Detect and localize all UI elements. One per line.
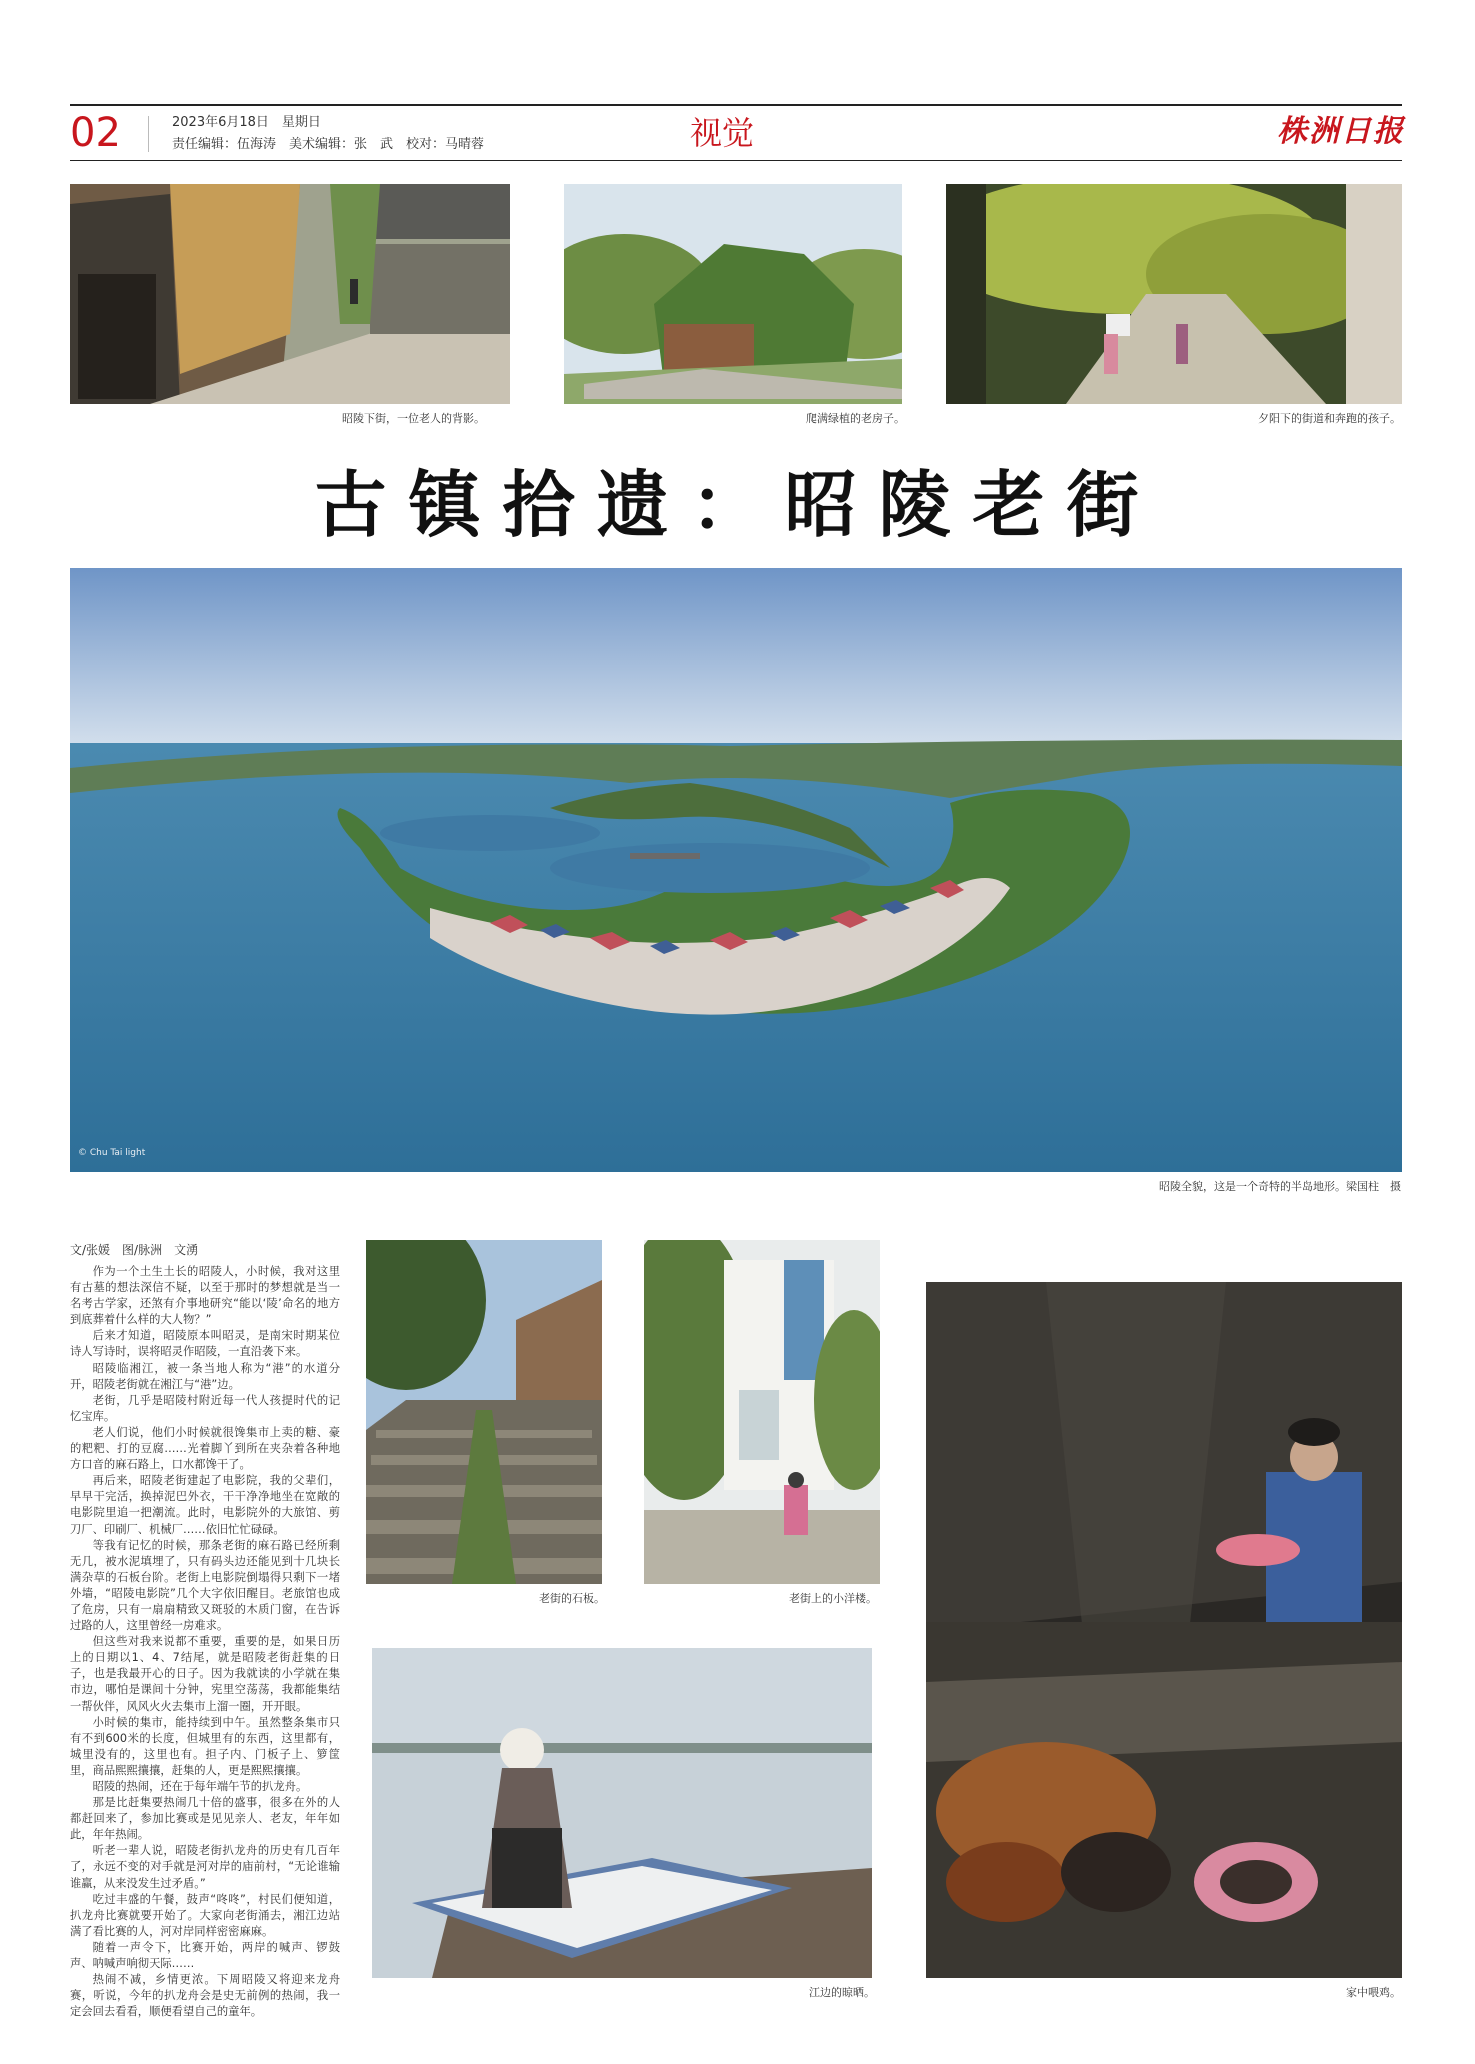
header-top-rule [70, 104, 1402, 106]
caption-riverside: 江边的晾晒。 [809, 1986, 875, 1999]
caption-aerial: 昭陵全貌，这是一个奇特的半岛地形。梁国柱 摄 [1159, 1180, 1401, 1193]
article-paragraph: 小时候的集市，能持续到中午。虽然整条集市只有不到600米的长度，但城里有的东西，这里都有，城里没有的，这里也有。担子内、门板子上、箩筐里，商品熙熙攘攘，赶集的人，更是熙熙攘攘。 [70, 1715, 340, 1777]
photo-old-man-street [70, 184, 510, 404]
page-headline: 古镇拾遗：昭陵老街 [314, 462, 1161, 547]
photo-riverside-drying [372, 1648, 872, 1978]
article-paragraph: 老人们说，他们小时候就很馋集市上卖的糖、豪的粑粑、打的豆腐……光着脚丫到所在夹杂着各种地方口音的麻石路上，口水都馋干了。 [70, 1425, 340, 1472]
article-paragraph: 那是比赶集要热闹几十倍的盛事，很多在外的人都赶回来了，参加比赛或是见见亲人、老友，年年如此，年年热闹。 [70, 1796, 340, 1842]
header-divider [148, 116, 149, 152]
article-paragraph: 吃过丰盛的午餐，鼓声“咚咚”，村民们便知道，扒龙舟比赛就要开始了。大家向老街涌去，湘江边站满了看比赛的人，河对岸同样密密麻麻。 [70, 1892, 340, 1938]
byline: 文/张媛 图/脉洲 文湧 [70, 1243, 199, 1257]
article-body [70, 1264, 340, 2020]
caption-stone-steps: 老街的石板。 [539, 1592, 605, 1605]
article-paragraph: 但这些对我来说都不重要，重要的是，如果日历上的日期以1、4、7结尾，就是昭陵老街赶集的日子，也是我最开心的日子。因为我就读的小学就在集市边，哪怕是课间十分钟，宪里空荡荡，我都能集结一帮伙伴，风风火火去集市上溜一圈，开开眼。 [70, 1635, 340, 1713]
caption-chicken: 家中喂鸡。 [1346, 1986, 1401, 1999]
article-paragraph: 昭陵的热闹，还在于每年端午节的扒龙舟。 [92, 1780, 308, 1793]
caption-vine-house: 爬满绿植的老房子。 [806, 412, 905, 425]
issue-date: 2023年6月18日 星期日 [172, 115, 321, 130]
section-title: 视觉 [690, 114, 755, 152]
photo-sunset-street [946, 184, 1402, 404]
article-paragraph: 等我有记忆的时候，那条老街的麻石路已经所剩无几，被水泥填埋了，只有码头边还能见到十几块长满杂草的石板台阶。老街上电影院倒塌得只剩下一堵外墙，“昭陵电影院”几个大字依旧醒目。老旅馆也成了危房，只有一扇扇精致又斑驳的木质门窗，在告诉过路的人，这里曾经一房难求。 [70, 1538, 340, 1633]
caption-sunset-street: 夕阳下的街道和奔跑的孩子。 [1258, 412, 1401, 425]
article-paragraph: 随着一声令下，比赛开始，两岸的喊声、锣鼓声、呐喊声响彻天际…… [70, 1940, 340, 1971]
header-bottom-rule [70, 160, 1402, 161]
article-paragraph: 热闹不减，乡情更浓。下周昭陵又将迎来龙舟赛，听说，今年的扒龙舟会是史无前例的热闹，我一定会回去看看，顺便看望自己的童年。 [70, 1973, 340, 2019]
caption-small-building: 老街上的小洋楼。 [789, 1592, 877, 1605]
article-paragraph: 老街，几乎是昭陵村附近每一代人孩提时代的记忆宝库。 [70, 1393, 340, 1423]
page-number: 02 [70, 110, 121, 156]
article-paragraph: 再后来，昭陵老街建起了电影院，我的父辈们，早早干完活，换掉泥巴外衣，干干净净地坐在宽敞的电影院里追一把潮流。此时，电影院外的大旅馆、剪刀厂、印刷厂、机械厂……依旧忙忙碌碌。 [70, 1474, 340, 1536]
newspaper-logo: 株洲日报 [1277, 114, 1405, 149]
photo-feeding-chickens [926, 1282, 1402, 1978]
photo-watermark: © Chu Tai light [78, 1148, 146, 1158]
caption-old-man: 昭陵下街，一位老人的背影。 [342, 412, 485, 425]
photo-aerial-peninsula [70, 568, 1402, 1172]
article-paragraph: 昭陵临湘江，被一条当地人称为“港”的水道分开，昭陵老街就在湘江与“港”边。 [70, 1361, 340, 1391]
staff-credits: 责任编辑：伍海涛 美术编辑：张 武 校对：马晴蓉 [172, 137, 485, 152]
photo-vine-house [564, 184, 902, 404]
photo-stone-steps [366, 1240, 602, 1584]
article-paragraph: 听老一辈人说，昭陵老街扒龙舟的历史有几百年了，永远不变的对手就是河对岸的庙前村，“无论谁输谁赢，从来没发生过矛盾。” [70, 1844, 340, 1890]
article-paragraph: 作为一个土生土长的昭陵人，小时候，我对这里有古墓的想法深信不疑，以至于那时的梦想就是当一名考古学家，还煞有介事地研究“能以‘陵’命名的地方到底葬着什么样的大人物？” [70, 1265, 340, 1327]
article-paragraph: 后来才知道，昭陵原本叫昭灵，是南宋时期某位诗人写诗时，误将昭灵作昭陵，一直沿袭下来。 [70, 1329, 340, 1359]
photo-small-building [644, 1240, 880, 1584]
